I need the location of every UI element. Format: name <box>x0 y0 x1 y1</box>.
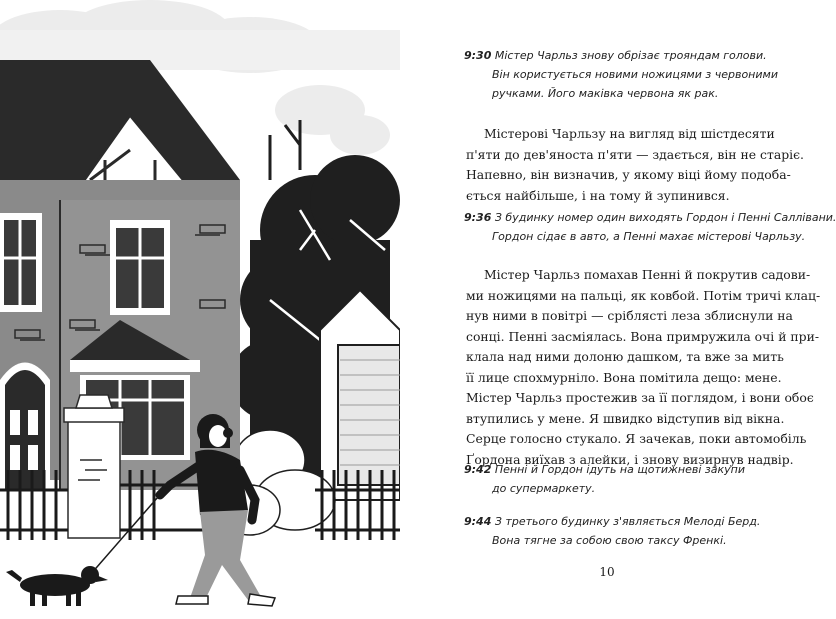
paragraph-line: Напевно, він визначив, у якому віці йому подоба- <box>466 167 791 182</box>
log-time: 9:42 <box>464 463 492 476</box>
garage <box>320 290 400 500</box>
log-text: до супермаркету. <box>492 482 596 495</box>
log-text: Гордон сідає в авто, а Пенні махає містерові Чарльзу. <box>492 230 806 243</box>
paragraph-line: сонці. Пенні засміялась. Вона примружила очі й при- <box>466 328 820 344</box>
log-time: 9:44 <box>464 515 492 528</box>
paragraph-line: клала над ними долоню дашком, та вже за мить <box>466 349 784 364</box>
paragraph-line: ється найбільше, і на тому й зупинився. <box>466 187 730 203</box>
log-text: З третього будинку з'являється Мелоді Берд. <box>494 515 761 528</box>
log-time: 9:30 <box>464 49 492 62</box>
page-number: 10 <box>599 565 615 579</box>
log-text: Містер Чарльз знову обрізає трояндам голови. <box>494 49 767 62</box>
street-scene-illustration <box>0 0 400 619</box>
log-text: З будинку номер один виходять Гордон і Пенні Саллівани. <box>494 211 836 224</box>
paragraph-line: Серце голосно стукало. Я зачекав, поки автомобіль <box>466 431 807 446</box>
paragraph <box>466 124 804 206</box>
paragraph <box>466 265 821 470</box>
paragraph-line: нув ними в повітрі — сріблясті леза зблиснули на <box>466 308 793 323</box>
paragraph-line: Містерові Чарльзу на вигляд від шістдесяти <box>484 126 775 141</box>
paragraph-line: Містер Чарльз простежив за її поглядом, і вони обоє <box>466 390 814 405</box>
log-text: ручками. Його маківка червона як рак. <box>492 87 719 100</box>
paragraph-line: Ґордона виїхав з алейки, і знову визирнув надвір. <box>466 451 794 467</box>
log-text: Він користується новими ножицями з червоними <box>492 68 778 81</box>
log-text: Пенні й Гордон ідуть на щотижневі закупи <box>494 463 745 476</box>
book-page-text <box>400 0 836 619</box>
log-time: 9:36 <box>464 211 492 224</box>
paragraph-line: ми ножицями на пальці, як ковбой. Потім тричі клац- <box>466 287 821 303</box>
paragraph-line: її лице спохмурніло. Вона помітила дещо: мене. <box>466 369 782 385</box>
log-text: Вона тягне за собою свою таксу Френкі. <box>492 534 727 547</box>
paragraph-line: п'яти до дев'яноста п'яти — здається, він не старіє. <box>466 146 804 162</box>
paragraph-line: Містер Чарльз помахав Пенні й покрутив садови- <box>484 267 811 282</box>
gate-pillar <box>64 395 124 538</box>
paragraph-line: втупились у мене. Я швидко відступив від вікна. <box>466 410 785 426</box>
